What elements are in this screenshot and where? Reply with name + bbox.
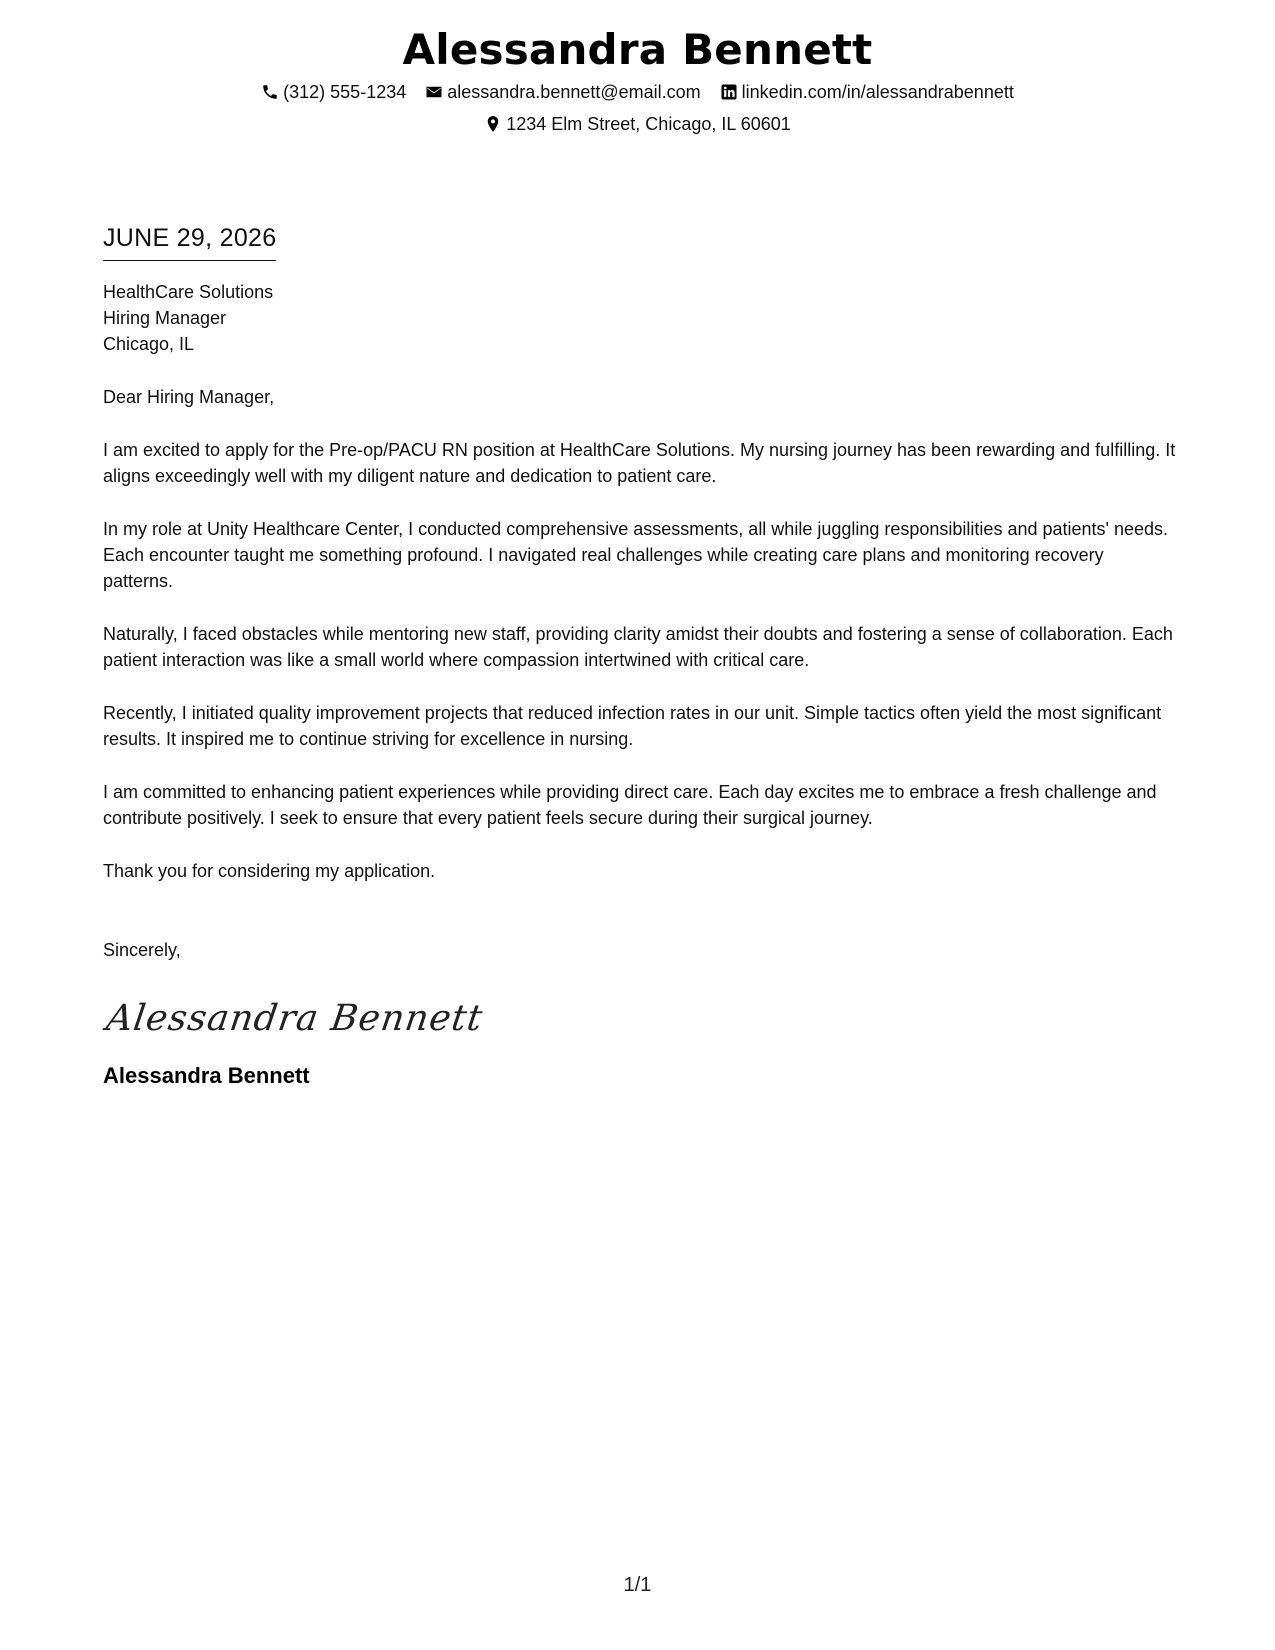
letter-date: JUNE 29, 2026 bbox=[103, 222, 276, 261]
paragraph: I am excited to apply for the Pre-op/PACU RN position at HealthCare Solutions. My nursing journey has been rewarding and fulfilling. It aligns exceedingly well with my diligent nature and dedication to patient care. bbox=[103, 440, 1176, 486]
contact-address bbox=[484, 111, 791, 137]
contact-phone bbox=[261, 79, 406, 105]
map-pin-icon bbox=[484, 115, 502, 133]
linkedin-url: linkedin.com/in/alessandrabennett bbox=[741, 82, 1014, 102]
contact-email bbox=[425, 79, 700, 105]
recipient-block bbox=[103, 279, 1178, 357]
paragraph: Recently, I initiated quality improvement projects that reduced infection rates in our unit. Simple tactics often yield the most significant results. It inspired me to continue striving for excellence in nursing. bbox=[103, 703, 1162, 749]
address-text: 1234 Elm Street, Chicago, IL 60601 bbox=[506, 114, 791, 134]
contact-linkedin bbox=[720, 79, 1014, 105]
contact-line-primary bbox=[0, 79, 1275, 108]
paragraph: Naturally, I faced obstacles while mentoring new staff, providing clarity amidst their doubts and fostering a sense of collaboration. Each patient interaction was like a small world where compassion intertwined with critical care. bbox=[103, 624, 1173, 670]
recipient-company: HealthCare Solutions bbox=[103, 282, 274, 302]
applicant-name: Alessandra Bennett bbox=[402, 25, 873, 74]
email-address: alessandra.bennett@email.com bbox=[447, 82, 701, 102]
paragraph-thanks: Thank you for considering my application. bbox=[103, 861, 436, 881]
phone-icon bbox=[261, 83, 279, 101]
closing: Sincerely, bbox=[103, 940, 181, 960]
signature-name: Alessandra Bennett bbox=[103, 1063, 310, 1088]
letter-body bbox=[103, 222, 1178, 1091]
salutation: Dear Hiring Manager, bbox=[103, 387, 275, 407]
linkedin-icon bbox=[720, 83, 738, 101]
recipient-location: Chicago, IL bbox=[103, 334, 195, 354]
contact-line-address bbox=[0, 111, 1275, 140]
envelope-icon bbox=[425, 83, 443, 101]
recipient-title: Hiring Manager bbox=[103, 308, 227, 328]
paragraph: I am committed to enhancing patient experiences while providing direct care. Each day excites me to embrace a fresh challenge and contribute positively. I seek to ensure that every patient feels secure during their surgical journey. bbox=[103, 782, 1157, 828]
page-indicator: 1/1 bbox=[623, 1574, 652, 1596]
handwritten-signature: Alessandra Bennett bbox=[103, 998, 486, 1039]
paragraph: In my role at Unity Healthcare Center, I conducted comprehensive assessments, all while juggling responsibilities and patients' needs. Each encounter taught me something profound. I navigated real challenges while creating care plans and monitoring recovery patterns. bbox=[103, 519, 1168, 591]
phone-number: (312) 555-1234 bbox=[283, 82, 407, 102]
